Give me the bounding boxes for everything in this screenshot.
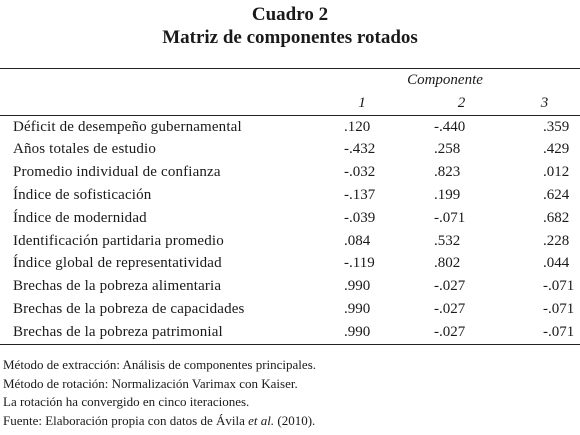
row-label: Índice global de representatividad — [13, 255, 222, 272]
cell-component-1: .120 — [344, 118, 371, 135]
cell-component-3: -.071 — [543, 300, 575, 317]
row-label: Brechas de la pobreza de capacidades — [13, 300, 245, 317]
cell-component-3: -.071 — [543, 278, 575, 295]
row-label: Brechas de la pobreza alimentaria — [13, 278, 222, 295]
table-row — [0, 138, 580, 161]
row-label: Déficit de desempeño gubernamental — [13, 118, 242, 135]
cell-component-1: .990 — [344, 278, 371, 295]
components-table — [0, 68, 580, 345]
note-extraction-method: Método de extracción: Análisis de componentes principales. — [3, 357, 316, 372]
row-label: Índice de modernidad — [13, 209, 147, 226]
cell-component-2: .532 — [434, 232, 461, 249]
cell-component-1: -.137 — [344, 186, 376, 203]
table-title: Matriz de componentes rotados — [162, 27, 418, 48]
cell-component-3: .228 — [543, 232, 570, 249]
column-header-1: 1 — [358, 94, 366, 111]
table-notes — [3, 356, 316, 430]
cell-component-3: .682 — [543, 209, 570, 226]
column-header-2: 2 — [457, 94, 466, 111]
table-row — [0, 230, 580, 253]
cell-component-2: -.027 — [434, 278, 466, 295]
table-caption — [0, 0, 580, 49]
cell-component-3: .624 — [543, 186, 570, 203]
cell-component-3: .359 — [543, 118, 570, 135]
cell-component-1: .990 — [344, 300, 371, 317]
group-header-row — [0, 69, 580, 92]
cell-component-1: -.119 — [344, 255, 375, 272]
table-row — [0, 116, 580, 139]
note-convergence: La rotación ha convergido en cinco iteraciones. — [3, 394, 250, 409]
table-row — [0, 298, 580, 321]
row-label: Identificación partidaria promedio — [13, 232, 224, 249]
cell-component-3: .012 — [543, 164, 570, 181]
table-number: Cuadro 2 — [251, 4, 329, 25]
component-group-header: Componente — [407, 72, 483, 88]
row-label: Brechas de la pobreza patrimonial — [13, 323, 223, 340]
table-row — [0, 184, 580, 207]
bottom-rule — [0, 344, 580, 345]
cell-component-1: -.032 — [344, 164, 376, 181]
cell-component-1: -.039 — [344, 209, 376, 226]
table-row — [0, 252, 580, 275]
cell-component-2: .258 — [434, 141, 461, 158]
table-row — [0, 161, 580, 184]
cell-component-2: -.440 — [434, 118, 466, 135]
note-source: Fuente: Elaboración propia con datos de Ávila et al. (2010). — [3, 412, 316, 428]
cell-component-2: -.071 — [434, 209, 466, 226]
cell-component-3: .044 — [543, 255, 570, 272]
cell-component-1: .084 — [344, 232, 371, 249]
row-label: Promedio individual de confianza — [13, 164, 221, 181]
cell-component-1: .990 — [344, 323, 371, 340]
table-row — [0, 207, 580, 230]
column-header-row — [0, 92, 580, 115]
column-header-3: 3 — [540, 94, 549, 111]
cell-component-1: -.432 — [344, 141, 376, 158]
cell-component-2: -.027 — [434, 300, 466, 317]
cell-component-3: .429 — [543, 141, 570, 158]
table-row — [0, 275, 580, 298]
cell-component-2: -.027 — [434, 323, 466, 340]
cell-component-2: .802 — [434, 255, 461, 272]
cell-component-2: .199 — [434, 186, 461, 203]
row-label: Años totales de estudio — [13, 141, 157, 158]
row-label: Índice de sofisticación — [13, 186, 152, 203]
cell-component-2: .823 — [434, 164, 461, 181]
note-rotation-method: Método de rotación: Normalización Varimax con Kaiser. — [3, 375, 298, 391]
cell-component-3: -.071 — [543, 323, 575, 340]
table-row — [0, 321, 580, 344]
